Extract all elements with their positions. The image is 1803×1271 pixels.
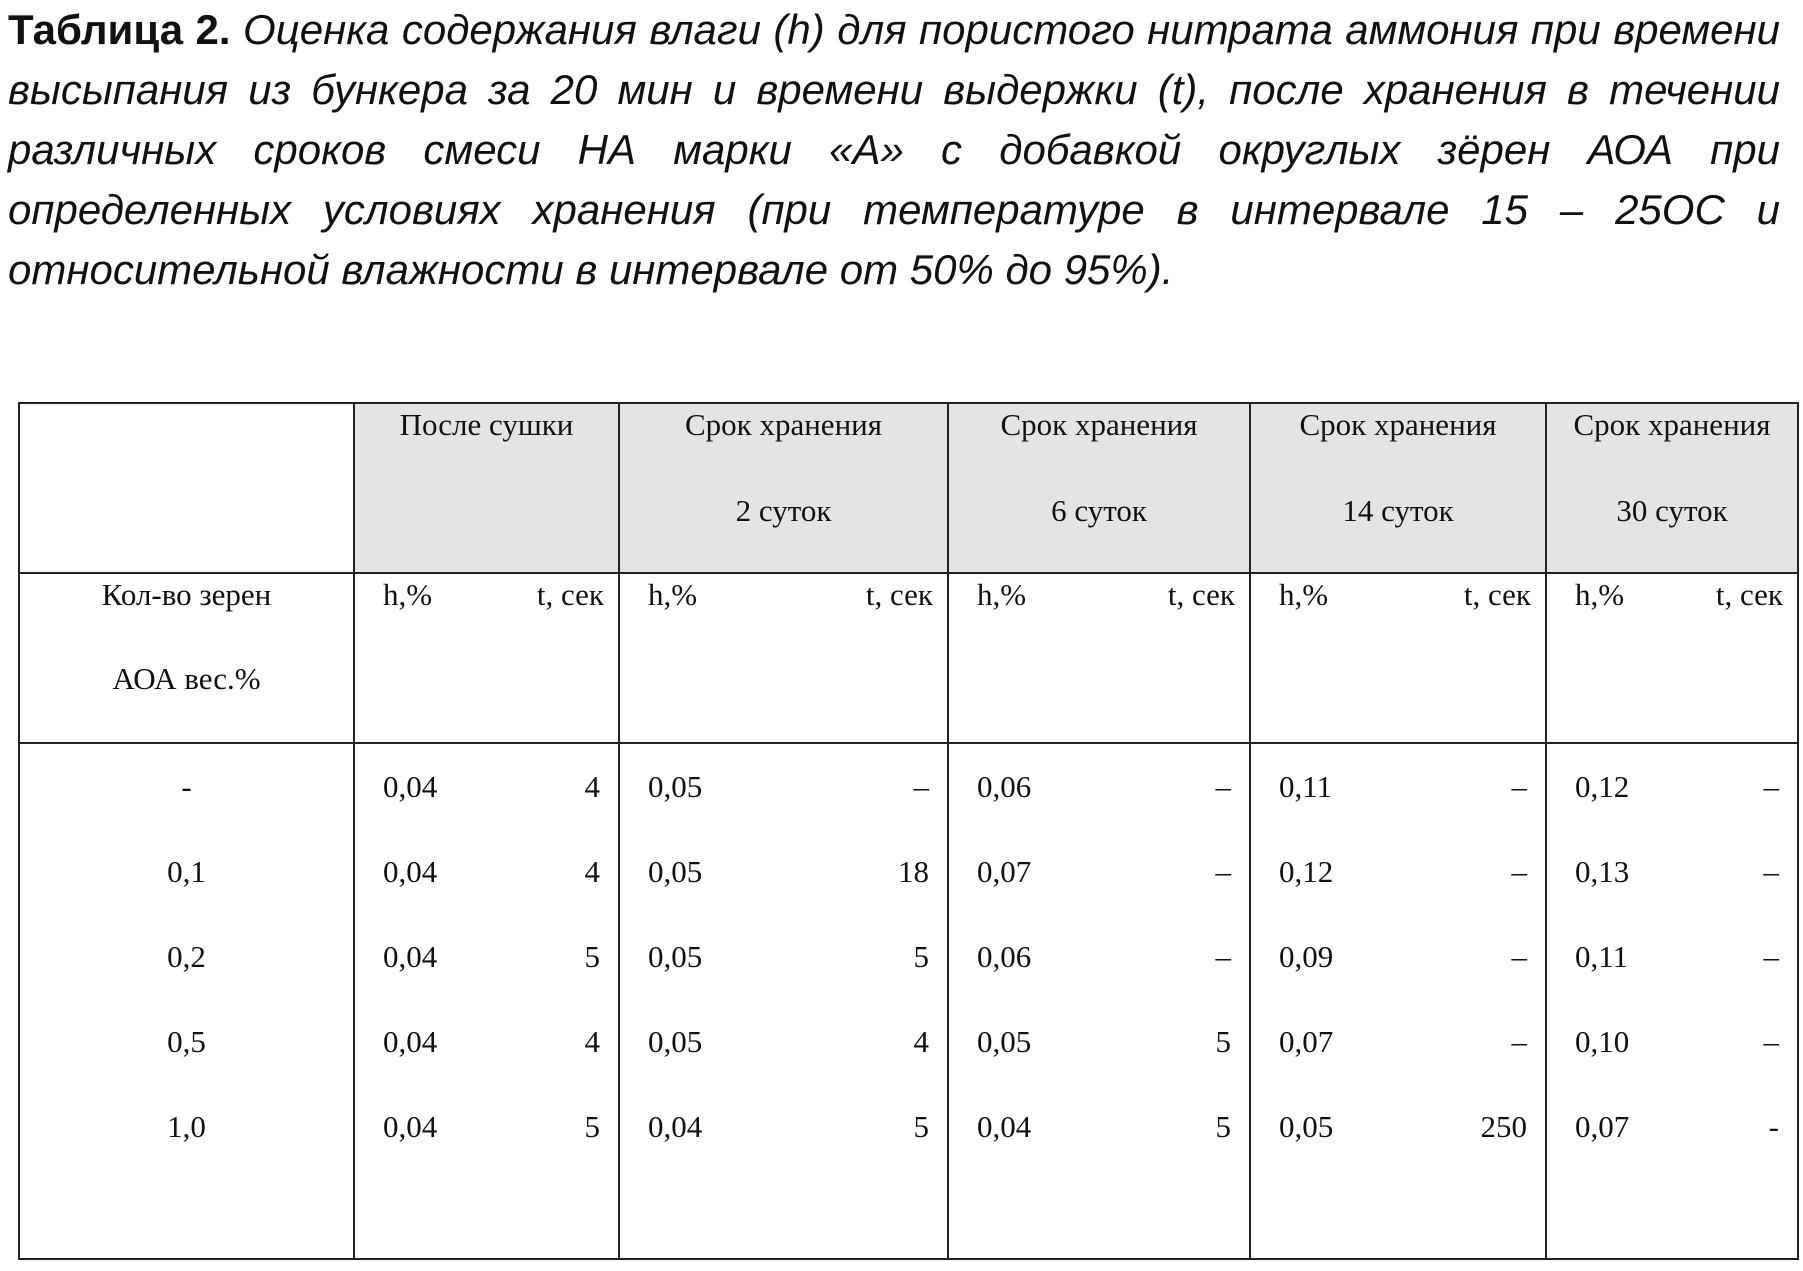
header-storage-14-days: Срок хранения 14 суток bbox=[1250, 403, 1546, 573]
header-aoa-amount: Кол-во зерен АОА вес.% bbox=[19, 573, 354, 743]
header-storage-2-days: Срок хранения 2 суток bbox=[619, 403, 948, 573]
aoa-value: - bbox=[181, 768, 192, 804]
header-storage-30-days: Срок хранения 30 суток bbox=[1546, 403, 1798, 573]
storage-14-days-column: 0,11 – 0,12 – 0,09 – 0,07 – 0,05 250 bbox=[1250, 743, 1546, 1259]
aoa-column bbox=[19, 743, 354, 1259]
header-corner bbox=[19, 403, 354, 573]
storage-2-days-column: 0,05 – 0,05 18 0,05 5 0,05 4 0,04 5 bbox=[619, 743, 948, 1259]
storage-30-days-column: 0,12 – 0,13 – 0,11 – 0,10 – 0,07 - bbox=[1546, 743, 1798, 1259]
aoa-value: 1,0 bbox=[167, 1108, 206, 1144]
caption-text: Оценка содержания влаги (h) для пористого нитрата аммония при времени высыпания из бункера за 20 мин и времени выдержки (t), после хранения в течении различных сроков смеси НА марки «А» с добавкой округлых зёрен АОА при определенных условиях хранения (при температуре в интервале 15 – 25ОС и относительной влажности в интервале от 50% до 95%). bbox=[8, 6, 1781, 293]
subheader-pair: h,% t, сек bbox=[619, 573, 948, 743]
table-caption bbox=[8, 0, 1780, 300]
after-drying-column: 0,04 4 0,04 4 0,04 5 0,04 4 0,04 5 bbox=[354, 743, 619, 1259]
caption-label: Таблица 2. bbox=[8, 6, 231, 53]
moisture-table bbox=[18, 402, 1799, 1260]
aoa-value: 0,2 bbox=[167, 938, 206, 974]
aoa-value: 0,5 bbox=[167, 1023, 206, 1059]
subheader-pair: h,% t, сек bbox=[1546, 573, 1798, 743]
aoa-value: 0,1 bbox=[167, 853, 206, 889]
subheader-pair: h,% t, сек bbox=[1250, 573, 1546, 743]
header-storage-6-days: Срок хранения 6 суток bbox=[948, 403, 1250, 573]
subheader-pair: h,% t, сек bbox=[354, 573, 619, 743]
header-after-drying: После сушки bbox=[354, 403, 619, 573]
storage-6-days-column: 0,06 – 0,07 – 0,06 – 0,05 5 0,04 5 bbox=[948, 743, 1250, 1259]
subheader-pair: h,% t, сек bbox=[948, 573, 1250, 743]
